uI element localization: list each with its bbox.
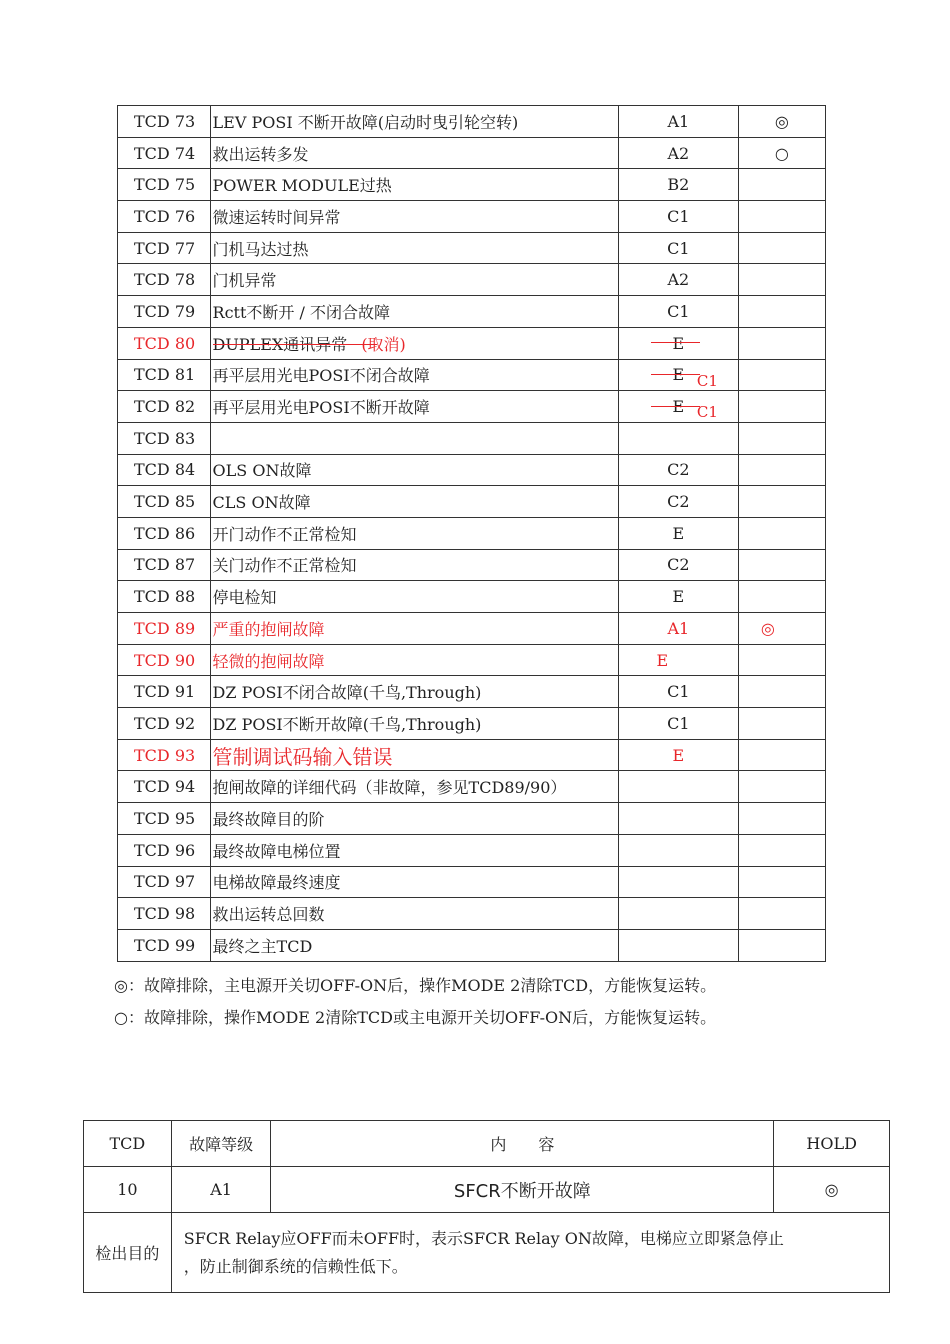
- fault-level: E: [618, 517, 738, 549]
- table-row: [118, 232, 826, 264]
- table-row: [118, 549, 826, 581]
- fault-level: E: [618, 581, 738, 613]
- fault-level: C1: [618, 708, 738, 740]
- hold-mark: [738, 264, 825, 296]
- tcd-description: [210, 327, 618, 359]
- tcd-description: 救出运转总回数: [210, 898, 618, 930]
- table-row: [118, 264, 826, 296]
- hold-mark: [738, 486, 825, 518]
- header-content: 内 容: [271, 1121, 774, 1167]
- table-row: [118, 771, 826, 803]
- table-row: [118, 708, 826, 740]
- revised-level: C1: [696, 403, 718, 422]
- hold-mark: [738, 803, 825, 835]
- hold-mark: [738, 327, 825, 359]
- tcd-code: TCD 76: [118, 201, 211, 233]
- fault-level: [618, 644, 738, 676]
- fault-level: [618, 327, 738, 359]
- table-row: [118, 486, 826, 518]
- tcd-code: TCD 88: [118, 581, 211, 613]
- hold-mark: [738, 708, 825, 740]
- value-fault-level: A1: [171, 1167, 271, 1213]
- fault-level: C2: [618, 486, 738, 518]
- table-row: [118, 359, 826, 391]
- tcd-description: 再平层用光电POSI不闭合故障: [210, 359, 618, 391]
- tcd-code: TCD 83: [118, 422, 211, 454]
- table-row: [118, 296, 826, 328]
- tcd-description: 停电检知: [210, 581, 618, 613]
- tcd-description: 门机异常: [210, 264, 618, 296]
- tcd-code: TCD 78: [118, 264, 211, 296]
- table-row: [118, 454, 826, 486]
- tcd-description: 再平层用光电POSI不断开故障: [210, 391, 618, 423]
- revised-level: C1: [696, 371, 718, 390]
- table-row: [118, 201, 826, 233]
- fault-level: C2: [618, 549, 738, 581]
- hold-mark: [738, 581, 825, 613]
- fault-level: [618, 771, 738, 803]
- tcd-code: TCD 77: [118, 232, 211, 264]
- tcd-code: TCD 96: [118, 834, 211, 866]
- header-hold: HOLD: [774, 1121, 890, 1167]
- fault-level: A1: [618, 106, 738, 138]
- detail-header-row: [84, 1121, 890, 1167]
- tcd-code: TCD 75: [118, 169, 211, 201]
- tcd-code: TCD 79: [118, 296, 211, 328]
- tcd-code-table: [117, 105, 826, 962]
- tcd-code: TCD 98: [118, 898, 211, 930]
- tcd-code: TCD 99: [118, 929, 211, 961]
- tcd-description: 救出运转多发: [210, 137, 618, 169]
- tcd-description: 最终故障电梯位置: [210, 834, 618, 866]
- tcd-code: TCD 90: [118, 644, 211, 676]
- tcd-description: 最终故障目的阶: [210, 803, 618, 835]
- struck-level: E: [672, 397, 685, 417]
- hold-mark: [738, 517, 825, 549]
- hold-mark: [738, 898, 825, 930]
- fault-level: [618, 866, 738, 898]
- table-row: [118, 106, 826, 138]
- hold-mark: [738, 771, 825, 803]
- header-tcd: TCD: [84, 1121, 172, 1167]
- tcd-code: TCD 94: [118, 771, 211, 803]
- legend-note-double-circle: ◎：故障排除，主电源开关切OFF-ON后，操作MODE 2清除TCD，方能恢复运转。: [114, 976, 717, 995]
- legend-note-circle: ○：故障排除，操作MODE 2清除TCD或主电源开关切OFF-ON后，方能恢复运转。: [114, 1008, 717, 1027]
- tcd-code: TCD 86: [118, 517, 211, 549]
- fault-level: [618, 803, 738, 835]
- fault-level: E: [618, 739, 738, 771]
- tcd-code: TCD 92: [118, 708, 211, 740]
- table-row-highlighted: [118, 644, 826, 676]
- purpose-text: [171, 1213, 889, 1293]
- table-row: [118, 422, 826, 454]
- tcd-code: TCD 80: [118, 327, 211, 359]
- hold-mark: [738, 613, 825, 645]
- hold-mark: [738, 232, 825, 264]
- tcd-code: TCD 93: [118, 739, 211, 771]
- tcd-description: 微速运转时间异常: [210, 201, 618, 233]
- fault-level: B2: [618, 169, 738, 201]
- tcd-code: TCD 95: [118, 803, 211, 835]
- hold-mark: [738, 422, 825, 454]
- tcd-description: OLS ON故障: [210, 454, 618, 486]
- table-row: [118, 803, 826, 835]
- table-row: [118, 391, 826, 423]
- fault-level-text: E: [656, 650, 669, 670]
- table-row-highlighted: [118, 613, 826, 645]
- tcd-code: TCD 87: [118, 549, 211, 581]
- tcd-description: CLS ON故障: [210, 486, 618, 518]
- hold-mark: ○: [738, 137, 825, 169]
- hold-mark: [738, 929, 825, 961]
- tcd-detail-table: [83, 1120, 890, 1293]
- tcd-description: POWER MODULE过热: [210, 169, 618, 201]
- hold-mark: [738, 866, 825, 898]
- tcd-code: TCD 97: [118, 866, 211, 898]
- fault-level: [618, 898, 738, 930]
- hold-mark: [738, 359, 825, 391]
- hold-mark: ◎: [738, 106, 825, 138]
- hold-mark: [738, 644, 825, 676]
- struck-level: E: [672, 333, 685, 353]
- fault-level: [618, 422, 738, 454]
- fault-level: A2: [618, 264, 738, 296]
- header-fault-level: 故障等级: [171, 1121, 271, 1167]
- tcd-description: 最终之主TCD: [210, 929, 618, 961]
- detail-purpose-row: [84, 1213, 890, 1293]
- tcd-description: 抱闸故障的详细代码（非故障，参见TCD89/90）: [210, 771, 618, 803]
- fault-level: [618, 929, 738, 961]
- table-row: [118, 929, 826, 961]
- tcd-description: 轻微的抱闸故障: [210, 644, 618, 676]
- table-row: [118, 898, 826, 930]
- tcd-description: DZ POSI不断开故障(千鸟,Through): [210, 708, 618, 740]
- fault-level: [618, 391, 738, 423]
- table-row: [118, 676, 826, 708]
- table-row: [118, 866, 826, 898]
- fault-level: C1: [618, 676, 738, 708]
- value-hold: ◎: [774, 1167, 890, 1213]
- purpose-line-1: SFCR Relay应OFF而未OFF时，表示SFCR Relay ON故障，电梯应立即紧急停止: [183, 1228, 784, 1248]
- hold-mark: [738, 549, 825, 581]
- hold-mark: [738, 834, 825, 866]
- tcd-code: TCD 74: [118, 137, 211, 169]
- tcd-description: LEV POSI 不断开故障(启动时曳引轮空转): [210, 106, 618, 138]
- tcd-code: TCD 91: [118, 676, 211, 708]
- fault-level: C2: [618, 454, 738, 486]
- tcd-description: DZ POSI不闭合故障(千鸟,Through): [210, 676, 618, 708]
- hold-mark: [738, 201, 825, 233]
- fault-level: [618, 834, 738, 866]
- fault-level: A1: [618, 613, 738, 645]
- table-row: [118, 169, 826, 201]
- tcd-description: Rctt不断开 / 不闭合故障: [210, 296, 618, 328]
- table-row: [118, 517, 826, 549]
- tcd-description: 关门动作不正常检知: [210, 549, 618, 581]
- table-row: [118, 137, 826, 169]
- tcd-description: 开门动作不正常检知: [210, 517, 618, 549]
- fault-level: C1: [618, 232, 738, 264]
- hold-mark: [738, 169, 825, 201]
- table-row-cancelled: [118, 327, 826, 359]
- purpose-line-2: ，防止制御系统的信赖性低下。: [183, 1256, 408, 1276]
- tcd-description: 门机马达过热: [210, 232, 618, 264]
- tcd-code: TCD 73: [118, 106, 211, 138]
- hold-mark-text: ◎: [760, 618, 775, 638]
- tcd-code: TCD 84: [118, 454, 211, 486]
- fault-level: [618, 359, 738, 391]
- purpose-label: 检出目的: [84, 1213, 172, 1293]
- tcd-description: 严重的抱闸故障: [210, 613, 618, 645]
- detail-value-row: [84, 1167, 890, 1213]
- tcd-code: TCD 81: [118, 359, 211, 391]
- tcd-code: TCD 85: [118, 486, 211, 518]
- fault-level: C1: [618, 201, 738, 233]
- tcd-code: TCD 89: [118, 613, 211, 645]
- hold-mark: [738, 296, 825, 328]
- value-tcd: 10: [84, 1167, 172, 1213]
- hold-mark: [738, 454, 825, 486]
- table-row: [118, 581, 826, 613]
- fault-level: A2: [618, 137, 738, 169]
- tcd-description: 管制调试码输入错误: [210, 739, 618, 771]
- value-content: SFCR不断开故障: [271, 1167, 774, 1213]
- hold-mark: [738, 391, 825, 423]
- cancelled-description: DUPLEX通讯异常: [213, 332, 348, 355]
- table-row: [118, 834, 826, 866]
- tcd-description: [210, 422, 618, 454]
- hold-mark: [738, 676, 825, 708]
- tcd-description: 电梯故障最终速度: [210, 866, 618, 898]
- table-row-highlighted: [118, 739, 826, 771]
- hold-mark: [738, 739, 825, 771]
- tcd-code: TCD 82: [118, 391, 211, 423]
- cancel-note: (取消): [361, 334, 406, 354]
- struck-level: E: [672, 365, 685, 385]
- fault-level: C1: [618, 296, 738, 328]
